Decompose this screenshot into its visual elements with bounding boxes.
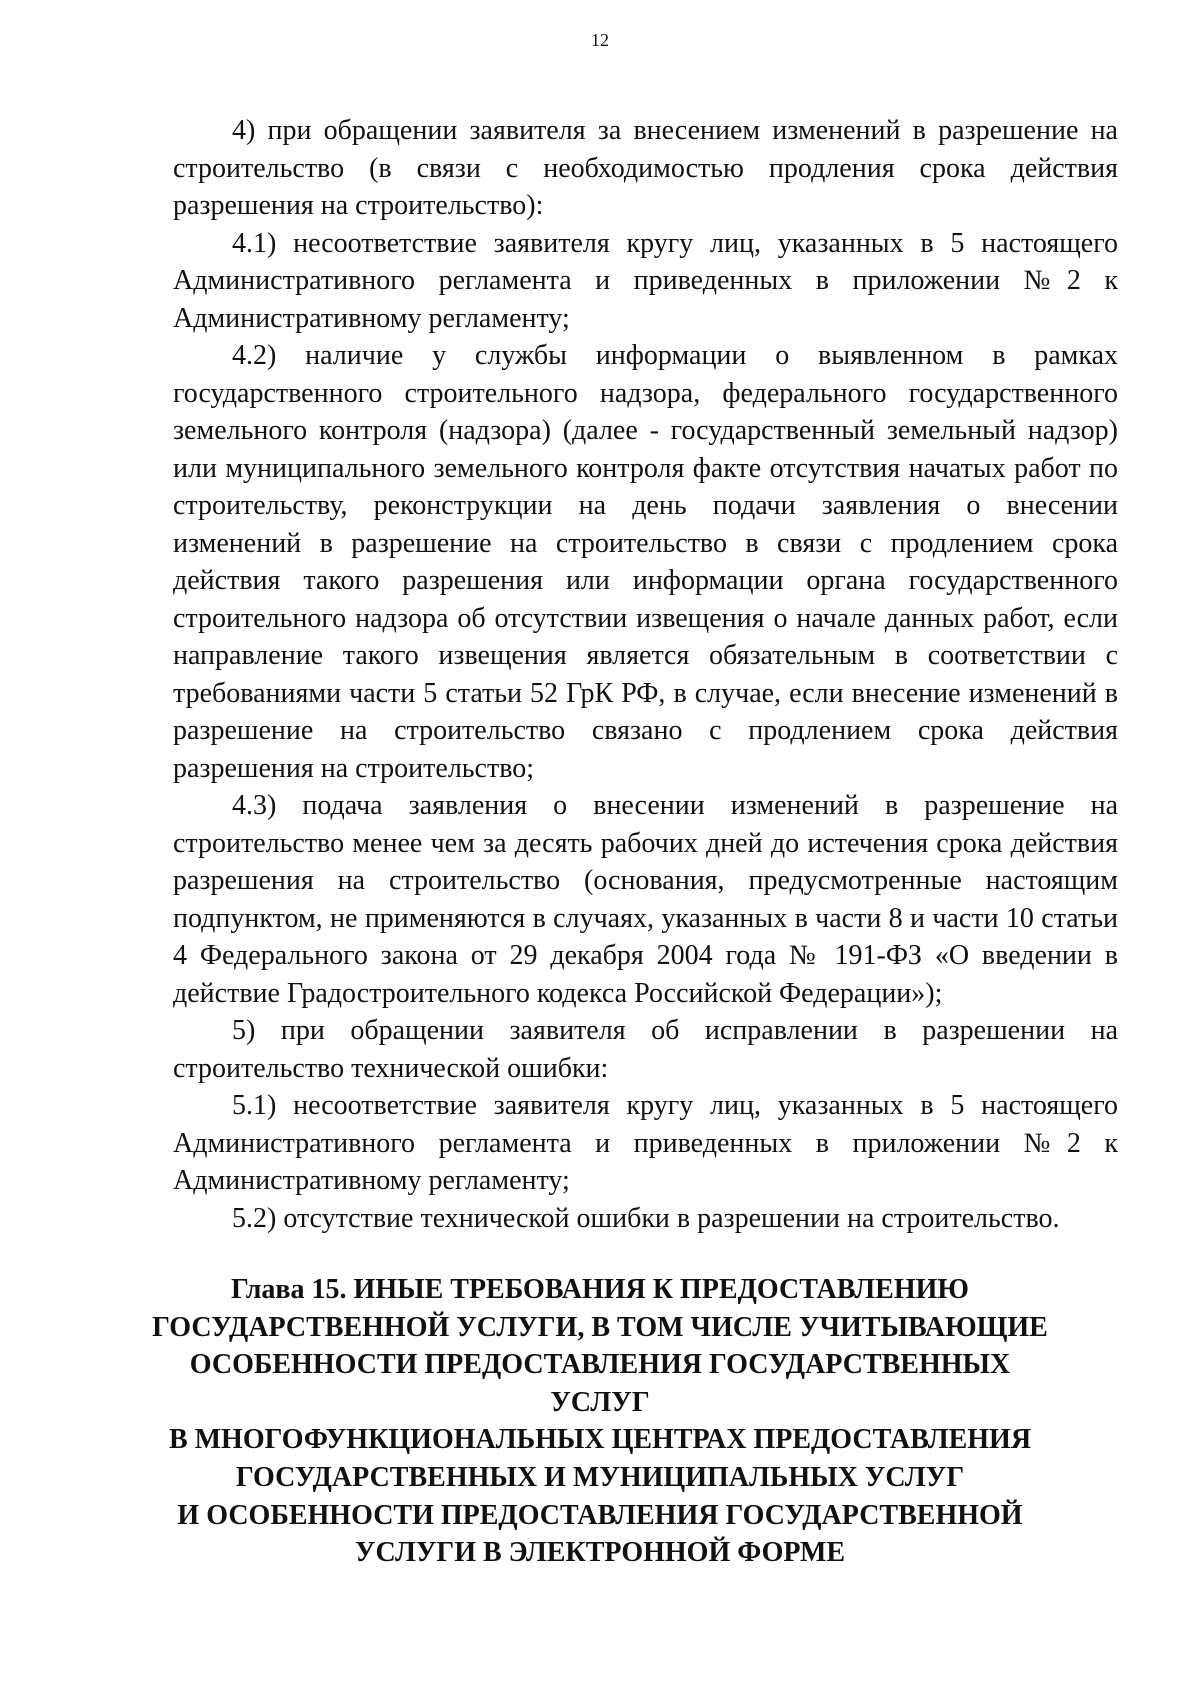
paragraph-4-3: 4.3) подача заявления о внесении изменений в разрешение на строительство менее чем за десять рабочих дней до истечения срока действия разрешения на строительство (основания, предусмотренные настоящим подпунктом, не применяются в случаях, указанных в части 8 и части 10 статьи 4 Федерального закона от 29 декабря 2004 года № 191-ФЗ «О введении в действие Градостроительного кодекса Российской Федерации»); (173, 790, 1118, 1009)
document-body (173, 112, 1118, 1237)
chapter-heading-line: ГОСУДАРСТВЕННОЙ УСЛУГИ, В ТОМ ЧИСЛЕ УЧИТЫВАЮЩИЕ (152, 1311, 1048, 1343)
chapter-heading-line: В МНОГОФУНКЦИОНАЛЬНЫХ ЦЕНТРАХ ПРЕДОСТАВЛЕНИЯ (168, 1424, 1032, 1456)
chapter-heading-line: ГОСУДАРСТВЕННЫХ И МУНИЦИПАЛЬНЫХ УСЛУГ (235, 1461, 965, 1493)
paragraph-4: 4) при обращении заявителя за внесением изменений в разрешение на строительство (в связи с необходимостью продления срока действия разрешения на строительство): (173, 115, 1118, 221)
paragraph-5: 5) при обращении заявителя об исправлении в разрешении на строительство технической ошибки: (173, 1015, 1118, 1084)
chapter-heading-line: УСЛУГИ В ЭЛЕКТРОННОЙ ФОРМЕ (354, 1537, 846, 1569)
paragraph-4-1: 4.1) несоответствие заявителя кругу лиц, указанных в 5 настоящего Административного регламента и приведенных в приложении №2 к Административному регламенту; (173, 227, 1118, 334)
paragraph-5-1: 5.1) несоответствие заявителя кругу лиц, указанных в 5 настоящего Административного регламента и приведенных в приложении №2 к Административному регламенту; (173, 1090, 1118, 1196)
chapter-heading-line: ОСОБЕННОСТИ ПРЕДОСТАВЛЕНИЯ ГОСУДАРСТВЕННЫХ УСЛУГ (189, 1349, 1011, 1418)
paragraph-4-2: 4.2) наличие у службы информации о выявленном в рамках государственного строительного надзора, федерального государственного земельного контроля (надзора) (далее - государственный земельный надзор) или муниципального земельного контроля факте отсутствия начатых работ по строительству, реконструкции на день подачи заявления о внесении изменений в разрешение на строительство в связи с продлением срока действия такого разрешения или информации органа государственного строительного надзора об отсутствии извещения о начале данных работ, если направление такого извещения является обязательным в соответствии с требованиями части 5 статьи 52 ГрК РФ, в случае, если внесение изменений в разрешение на строительство связано с продлением срока действия разрешения на строительство; (173, 340, 1118, 784)
paragraph-5-2: 5.2) отсутствие технической ошибки в разрешении на строительство. (232, 1202, 1060, 1234)
chapter-heading-line: И ОСОБЕННОСТИ ПРЕДОСТАВЛЕНИЯ ГОСУДАРСТВЕННОЙ (177, 1499, 1023, 1531)
chapter-heading (150, 1271, 1050, 1572)
page-number: 12 (591, 30, 609, 50)
chapter-heading-line: Глава 15. ИНЫЕ ТРЕБОВАНИЯ К ПРЕДОСТАВЛЕНИЮ (231, 1274, 969, 1305)
